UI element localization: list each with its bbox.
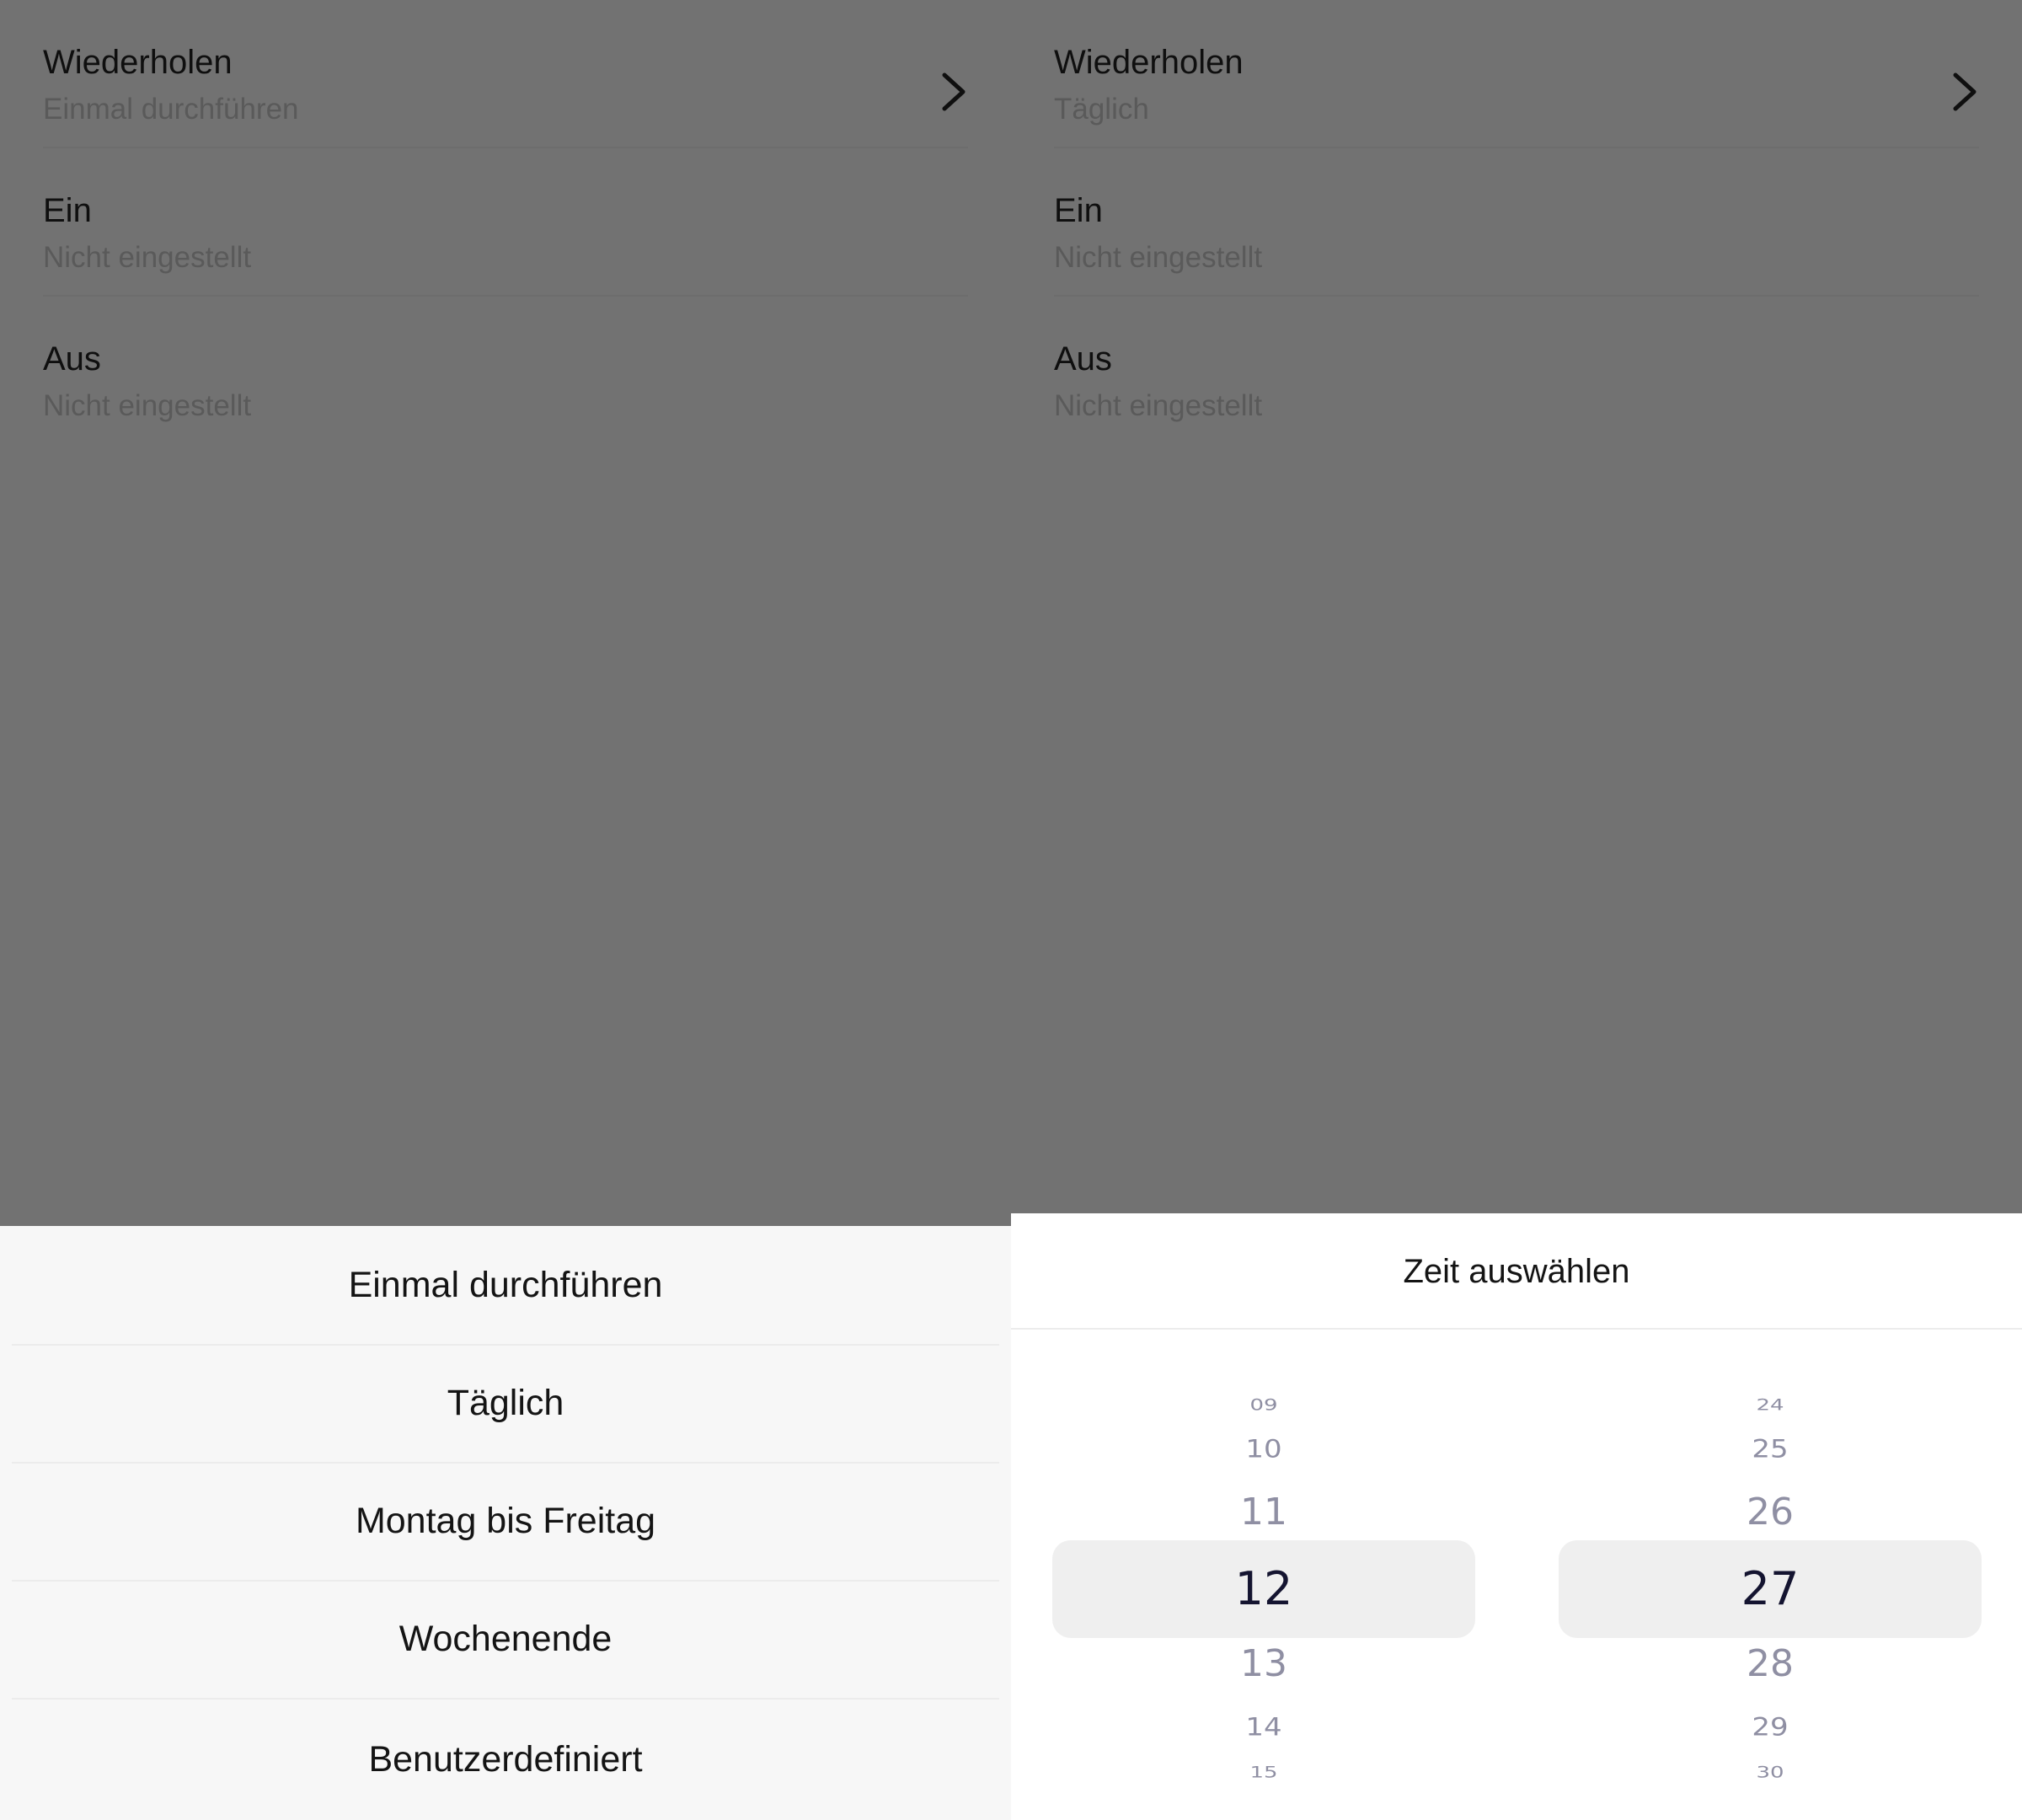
right-screen [1011,0,2022,1820]
minute-wheel[interactable] [1559,1330,1982,1820]
on-setting-row[interactable] [1054,148,1979,297]
minute-option[interactable]: 25 [1752,1435,1789,1464]
hour-option[interactable]: 10 [1245,1435,1282,1464]
hour-option[interactable]: 13 [1240,1642,1287,1685]
on-setting-title: Ein [1054,192,1103,229]
off-setting-title: Aus [1054,340,1112,377]
off-setting-row[interactable] [43,297,968,445]
minute-option[interactable]: 29 [1752,1713,1789,1742]
option-once[interactable]: Einmal durchführen [348,1265,663,1305]
option-weekend[interactable]: Wochenende [399,1619,612,1659]
minute-option[interactable]: 24 [1756,1396,1784,1415]
off-setting-value: Nicht eingestellt [1054,389,1263,422]
off-setting-row[interactable] [1054,297,1979,445]
minute-option[interactable]: 28 [1747,1642,1794,1685]
hour-option[interactable]: 11 [1240,1491,1287,1534]
repeat-options-sheet [0,1226,1011,1820]
hour-option[interactable]: 09 [1249,1396,1278,1415]
chevron-right-icon [1950,71,1979,113]
option-daily[interactable]: Täglich [447,1383,564,1423]
repeat-setting-title: Wiederholen [43,44,233,81]
option-weekdays[interactable]: Montag bis Freitag [355,1501,656,1541]
option-custom[interactable]: Benutzerdefiniert [368,1739,643,1780]
hour-option[interactable]: 15 [1249,1764,1278,1782]
repeat-setting-title: Wiederholen [1054,44,1244,81]
on-setting-value: Nicht eingestellt [43,241,252,274]
off-setting-title: Aus [43,340,101,377]
hour-option[interactable]: 14 [1245,1713,1282,1742]
minute-option[interactable]: 26 [1747,1491,1794,1534]
option-divider [12,1698,999,1700]
off-setting-value: Nicht eingestellt [43,389,252,422]
repeat-setting-row[interactable] [1054,0,1979,148]
repeat-setting-row[interactable] [43,0,968,148]
on-setting-row[interactable] [43,148,968,297]
minute-option-selected[interactable]: 27 [1741,1562,1800,1615]
hour-option-selected[interactable]: 12 [1234,1562,1293,1615]
on-setting-title: Ein [43,192,92,229]
repeat-setting-value: Täglich [1054,93,1149,126]
time-picker-title: Zeit auswählen [1011,1213,2022,1330]
chevron-right-icon [939,71,968,113]
on-setting-value: Nicht eingestellt [1054,241,1263,274]
hour-wheel[interactable] [1052,1330,1475,1820]
time-picker-sheet [1011,1213,2022,1820]
repeat-setting-value: Einmal durchführen [43,93,299,126]
minute-option[interactable]: 30 [1756,1764,1784,1782]
